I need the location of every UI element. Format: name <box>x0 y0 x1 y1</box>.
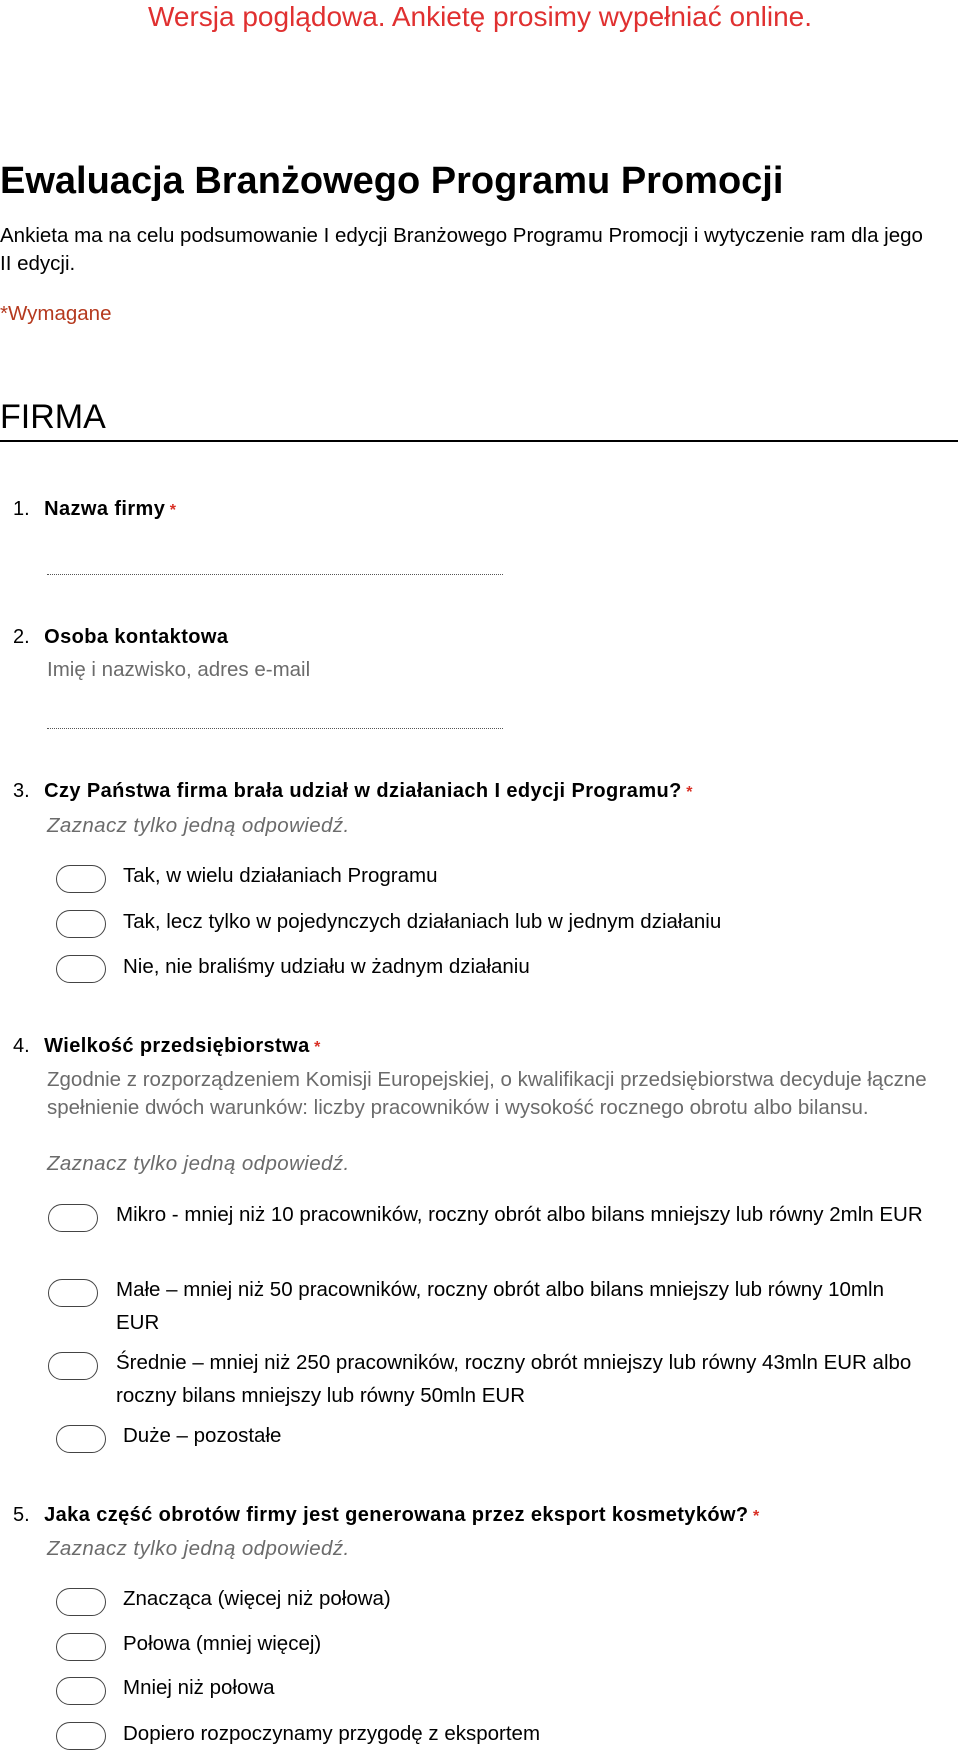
radio-option[interactable] <box>48 1352 98 1380</box>
option-label: Nie, nie braliśmy udziału w żadnym działaniu <box>123 955 530 978</box>
radio-option[interactable] <box>48 1279 98 1307</box>
option-label: Małe – mniej niż 50 pracowników, roczny obrót albo bilans mniejszy lub równy 10mln EUR <box>116 1278 884 1334</box>
section-divider <box>0 440 958 442</box>
question-4 <box>13 1033 320 1059</box>
company-name-field[interactable] <box>47 574 503 575</box>
question-help: Zgodnie z rozporządzeniem Komisji Europejskiej, o kwalifikacji przedsiębiorstwa decyduje łączne spełnienie dwóch warunków: liczby pracowników i wysokość rocznego obrotu albo bilansu. <box>47 1068 927 1119</box>
form-title: Ewaluacja Branżowego Programu Promocji <box>0 160 784 202</box>
question-2 <box>13 624 228 650</box>
question-instruction: Zaznacz tylko jedną odpowiedź. <box>47 1537 350 1560</box>
required-mark: * <box>686 784 693 801</box>
question-title: Osoba kontaktowa <box>44 626 229 648</box>
option-row <box>0 1273 930 1339</box>
question-title: Czy Państwa firma brała udział w działaniach I edycji Programu? <box>44 780 682 802</box>
option-label: Tak, lecz tylko w pojedynczych działaniach lub w jednym działaniu <box>123 910 722 933</box>
option-label: Połowa (mniej więcej) <box>123 1632 322 1655</box>
question-instruction: Zaznacz tylko jedną odpowiedź. <box>47 1152 350 1175</box>
radio-option[interactable] <box>56 1633 106 1661</box>
option-label: Tak, w wielu działaniach Programu <box>123 864 438 887</box>
option-label: Mikro - mniej niż 10 pracowników, roczny obrót albo bilans mniejszy lub równy 2mln EUR <box>116 1203 923 1226</box>
question-number: 2. <box>13 626 30 648</box>
option-label: Mniej niż połowa <box>123 1676 275 1699</box>
option-label: Średnie – mniej niż 250 pracowników, roczny obrót mniejszy lub równy 43mln EUR albo roczny bilans mniejszy lub równy 50mln EUR <box>116 1351 912 1407</box>
question-number: 4. <box>13 1035 30 1057</box>
required-mark: * <box>753 1508 760 1525</box>
required-mark: * <box>169 502 176 519</box>
question-instruction: Zaznacz tylko jedną odpowiedź. <box>47 814 350 837</box>
question-title: Wielkość przedsiębiorstwa <box>44 1035 310 1057</box>
question-1 <box>13 496 176 522</box>
radio-option[interactable] <box>56 910 106 938</box>
option-row <box>0 1346 930 1412</box>
radio-option[interactable] <box>56 1425 106 1453</box>
option-row <box>0 1198 930 1232</box>
question-3 <box>13 778 692 804</box>
required-mark: * <box>314 1039 321 1056</box>
question-number: 1. <box>13 498 30 520</box>
radio-option[interactable] <box>56 865 106 893</box>
preview-banner: Wersja poglądowa. Ankietę prosimy wypełniać online. <box>147 1 813 32</box>
question-title: Jaka część obrotów firmy jest generowana przez eksport kosmetyków? <box>44 1504 749 1526</box>
question-5 <box>13 1502 759 1528</box>
required-note: *Wymagane <box>0 302 112 325</box>
question-title: Nazwa firmy <box>44 498 166 520</box>
radio-option[interactable] <box>56 1722 106 1750</box>
radio-option[interactable] <box>56 955 106 983</box>
option-label: Duże – pozostałe <box>123 1424 282 1447</box>
radio-option[interactable] <box>48 1204 98 1232</box>
section-title: FIRMA <box>0 398 106 436</box>
form-description: Ankieta ma na celu podsumowanie I edycji Branżowego Programu Promocji i wytyczenie ram dla jego II edycji. <box>0 224 923 275</box>
question-number: 5. <box>13 1504 30 1526</box>
radio-option[interactable] <box>56 1588 106 1616</box>
radio-option[interactable] <box>56 1677 106 1705</box>
question-number: 3. <box>13 780 30 802</box>
option-label: Dopiero rozpoczynamy przygodę z eksportem <box>123 1722 541 1745</box>
contact-person-field[interactable] <box>47 728 503 729</box>
question-help: Imię i nazwisko, adres e-mail <box>47 658 311 681</box>
option-label: Znacząca (więcej niż połowa) <box>123 1587 391 1610</box>
